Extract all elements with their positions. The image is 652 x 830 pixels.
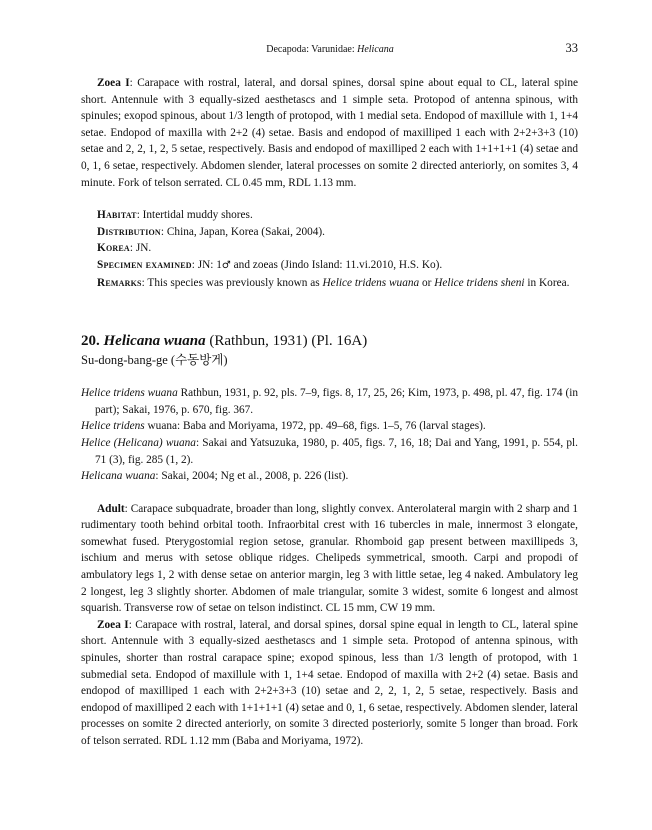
- remarks-name-2: Helice tridens sheni: [434, 276, 525, 289]
- remarks-line: [81, 275, 578, 292]
- remarks-text-b: or: [419, 276, 435, 289]
- habitat-line: [81, 207, 578, 224]
- habitat-text: : Intertidal muddy shores.: [136, 209, 253, 222]
- synonym-name: Helice tridens: [81, 420, 145, 433]
- synonym-entry: [81, 418, 578, 435]
- habitat-label: Habitat: [97, 209, 137, 222]
- species-number: 20.: [81, 333, 100, 350]
- specimen-label: Specimen examined: [97, 258, 192, 271]
- korea-text: : JN.: [129, 242, 152, 255]
- remarks-text-c: in Korea.: [524, 276, 570, 289]
- synonym-text: : Sakai, 2004; Ng et al., 2008, p. 226 (list).: [155, 470, 349, 483]
- synonym-entry: [81, 468, 578, 485]
- synonym-entry: [81, 385, 578, 418]
- spacer: [81, 191, 578, 207]
- specimen-text-a: : JN: 1: [191, 258, 222, 271]
- synonym-name: Helice tridens wuana: [81, 387, 178, 400]
- synonym-text: Rathbun, 1931, p. 92, pls. 7–9, figs. 8, 17, 25, 26; Kim, 1973, p. 498, pl. 47, fig. 174 (in part); Sakai, 1976, p. 670, fig. 367.: [95, 387, 578, 416]
- species-heading: [81, 331, 578, 351]
- korea-line: [81, 240, 578, 257]
- remarks-text-a: : This species was previously known as: [141, 276, 323, 289]
- specimen-text-b: and zoeas (Jindo Island: 11.vi.2010, H.S. Ko).: [230, 258, 443, 271]
- remarks-label: Remarks: [97, 276, 142, 289]
- zoea1-label: Zoea I: [97, 77, 130, 89]
- synonym-name: Helice (Helicana) wuana: [81, 436, 196, 449]
- page-number: 33: [565, 41, 578, 55]
- distribution-label: Distribution: [97, 225, 161, 238]
- zoea1-text: : Carapace with rostral, lateral, and dorsal spines, dorsal spine about equal to CL, lateral spine short. Antennule with 3 equally-sized aesthetascs and 1 simple seta. Protopod of antenna spinous, with spinules; exopod spinous, about 1/3 length of protopod, with 1 medial seta. Endopod of maxillule with 1, 1+4 setae. Endopod of maxilla with 2+2 (4) setae. Basis and endopod of maxilliped 1 each with 2+2+3+3 (10) setae and 2, 2, 1, 2, 5 setae, respectively. Basis and endopod of maxilliped 2 each with 1+1+1+1 (4) setae and 0, 1, 6 setae, respectively. Abdomen slender, lateral processes on somite 2 directed anteriorly, on somites 3, 4 minute. Fork of telson serrated. CL 0.45 mm, RDL 1.13 mm.: [81, 77, 578, 189]
- adult-label: Adult: [97, 502, 125, 515]
- running-head: [82, 44, 578, 55]
- spacer: [81, 291, 578, 331]
- species-korean-name: Su-dong-bang-ge (수동방게): [81, 353, 228, 368]
- spacer: [81, 485, 578, 501]
- distribution-line: [81, 224, 578, 241]
- spacer: [81, 369, 578, 385]
- synonym-text: wuana: Baba and Moriyama, 1972, pp. 49–68, figs. 1–5, 76 (larval stages).: [144, 420, 486, 433]
- remarks-name-1: Helice tridens wuana: [322, 276, 420, 289]
- male-symbol-icon: ♂: [221, 259, 231, 271]
- adult-text: : Carapace subquadrate, broader than long, slightly convex. Anterolateral margin with 2 sharp and 1 rudimentary tooth behind orbital tooth. Infraorbital crest with 16 tubercles in male, innermost 3 elongate, somewhat fused. Pterygostomial region setose, granular. Rhomboid gap present between maxillipeds 3, ischium and merus with setose oblique ridges. Chelipeds symmetrical, smooth. Carpi and propodi of ambulatory legs 1, 2 with dense setae on anterior margin, leg 3 with little setae, leg 4 naked. Ambulatory leg 2 longest, leg 3 slightly shorter. Abdomen of male triangular, somite 3 widest, somite 6 longest and almost squarish. Transverse row of setae on telson indistinct. CL 15 mm, CW 19 mm.: [81, 502, 578, 615]
- korea-label: Korea: [97, 242, 130, 255]
- species-name: Helicana wuana: [103, 333, 206, 350]
- adult-paragraph: [81, 501, 578, 617]
- running-head-prefix: Decapoda: Varunidae:: [266, 44, 358, 55]
- synonym-name: Helicana wuana: [81, 470, 156, 483]
- running-head-genus: Helicana: [357, 44, 394, 55]
- synonym-text: : Sakai and Yatsuzuka, 1980, p. 405, figs. 7, 16, 18; Dai and Yang, 1991, p. 554, pl. 71 (3), fig. 285 (1, 2).: [95, 436, 578, 466]
- specimen-line: [81, 257, 578, 275]
- zoea1-text: : Carapace with rostral, lateral, and dorsal spines, dorsal spine equal in length to CL, lateral spine short. Antennule with 3 equally-sized aesthetascs and 1 simple seta. Protopod of antenna spinous, with spinules, shorter than rostral carapace spine; exopod spinous, less than 1/3 length of protopod, with 1 submedial seta. Endopod of maxillule with 1, 1+4 setae. Endopod of maxilla with 2+2 (4) setae. Basis and endopod of maxilliped 1 each with 2+2+3+3 (10) setae and 2, 2, 1, 2, 5 setae, respectively. Basis and endopod of maxilliped 2 each with 1+1+1+1 (4) setae and 0, 1, 6 setae, respectively. Abdomen slender, lateral processes on somite 2 directed anteriorly, on somite 3 directed posteriorly, somite 5 longer than broad. Fork of telson serrated. RDL 1.12 mm (Baba and Moriyama, 1972).: [81, 618, 578, 747]
- zoea1-paragraph-second: [81, 617, 578, 750]
- zoea1-label: Zoea I: [97, 618, 129, 631]
- species-author: (Rathbun, 1931) (Pl. 16A): [205, 333, 368, 350]
- zoea1-paragraph-first: [81, 75, 578, 191]
- synonym-entry: [81, 435, 578, 468]
- page-body: [81, 75, 578, 750]
- distribution-text: : China, Japan, Korea (Sakai, 2004).: [160, 225, 325, 238]
